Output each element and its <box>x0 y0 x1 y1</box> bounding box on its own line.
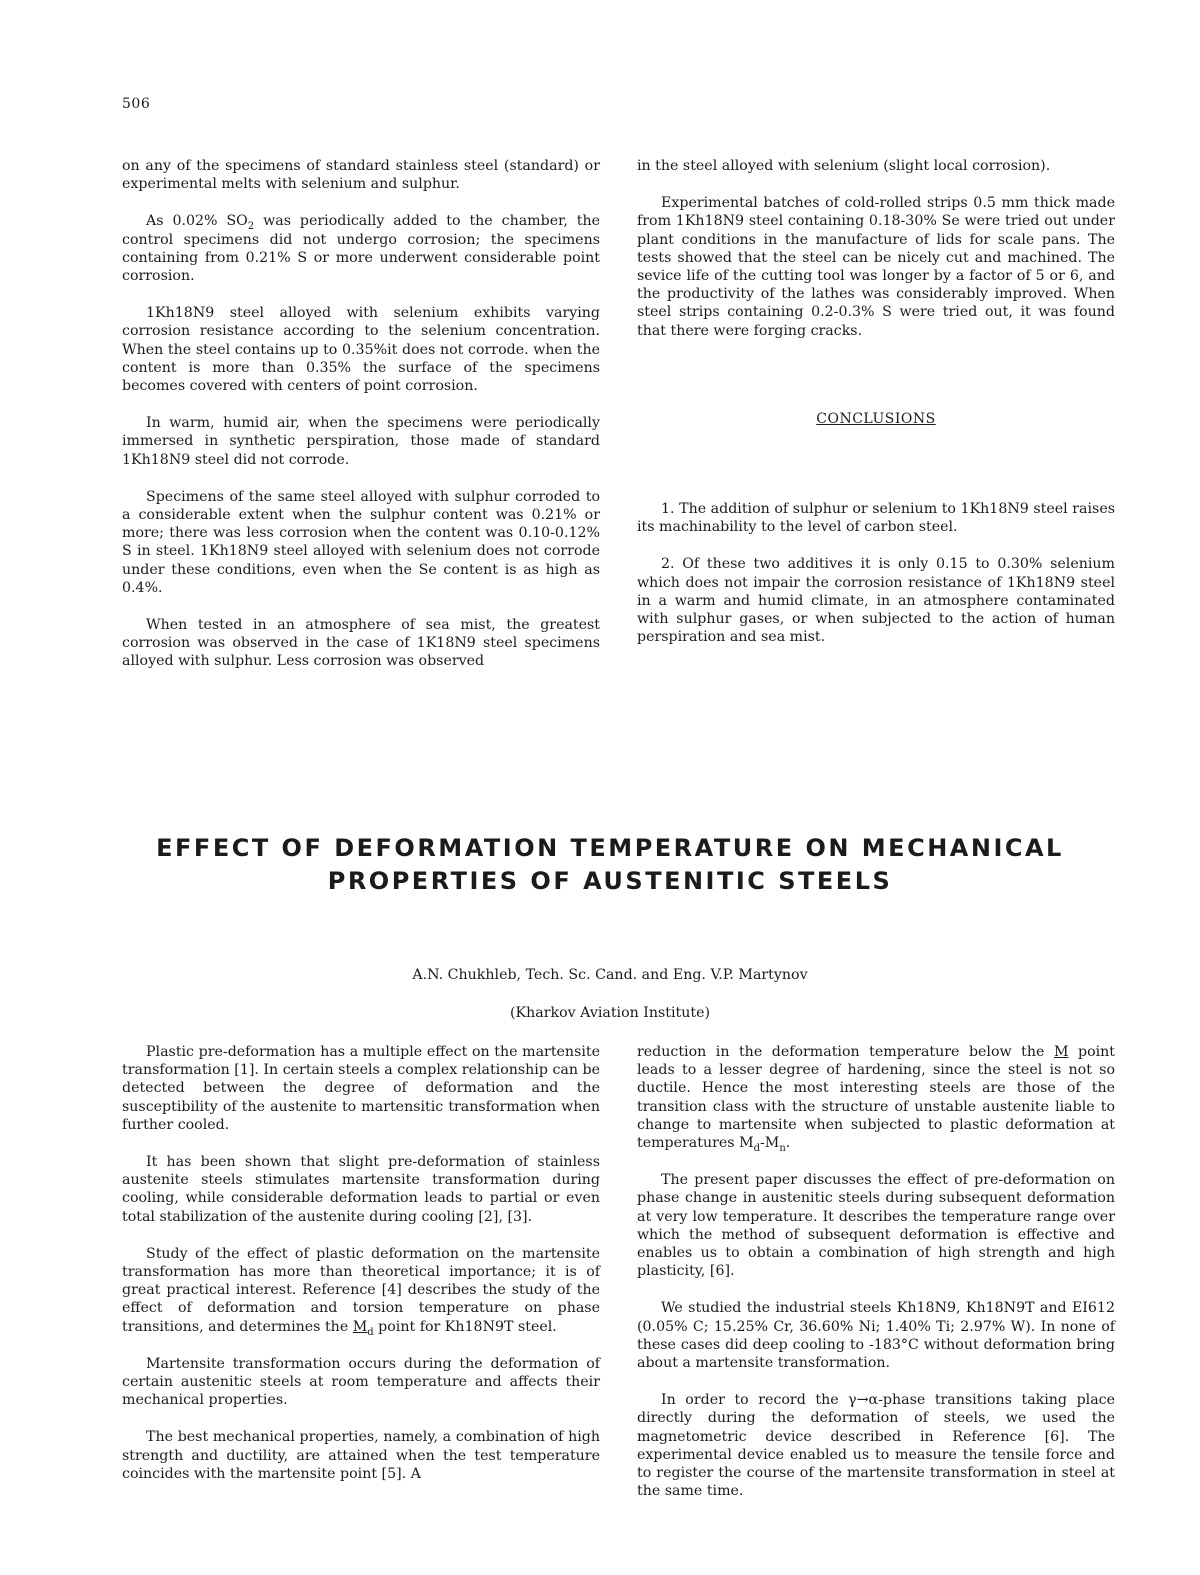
text-run: . <box>785 1135 791 1152</box>
top-left-column <box>122 157 600 690</box>
underlined-symbol: M <box>352 1318 368 1335</box>
paragraph: Plastic pre-deformation has a multiple effect on the martensite transformation [1]. In certain steels a complex relationship can be detected between the degree of deformation and the susceptibility of the austenite to martensitic transformation when further cooled. <box>122 1044 600 1133</box>
paragraph: Experimental batches of cold-rolled strips 0.5 mm thick made from 1Kh18N9 steel containing 0.18-30% Se were tried out under plant conditions in the manufacture of lids for scale pans. The tests showed that the steel can be nicely cut and machined. The sevice life of the cutting tool was longer by a factor of 5 or 6, and the productivity of the lathes was considerably improved. When steel strips containing 0.2-0.3% S were tried out, it was found that there were forging cracks. <box>637 195 1115 339</box>
top-right-column <box>637 157 1115 665</box>
conclusion-item: 1. The addition of sulphur or selenium to 1Kh18N9 steel raises its machinability to the level of carbon steel. <box>637 501 1115 536</box>
paragraph <box>122 1245 600 1336</box>
title-line: EFFECT OF DEFORMATION TEMPERATURE ON MECHANICAL <box>156 834 1064 862</box>
underlined-symbol: M <box>1053 1044 1069 1060</box>
paragraph: When tested in an atmosphere of sea mist, the greatest corrosion was observed in the case of 1K18N9 steel specimens alloyed with sulphur. Less corrosion was observed <box>122 617 600 670</box>
subscript: 2 <box>247 221 255 233</box>
text-run: reduction in the deformation temperature below the <box>637 1044 1054 1060</box>
paragraph: in the steel alloyed with selenium (slight local corrosion). <box>637 158 1051 174</box>
conclusions-heading: CONCLUSIONS <box>816 410 936 427</box>
affiliation: (Kharkov Aviation Institute) <box>509 1005 711 1021</box>
paragraph: We studied the industrial steels Kh18N9, Kh18N9T and EI612 (0.05% C; 15.25% Cr, 36.60% Ni; 1.40% Ti; 2.97% W). In none of these cases did deep cooling to -183°C without deformation bring about a martensite transformation. <box>637 1300 1115 1372</box>
subscript: n <box>779 1142 786 1154</box>
paragraph: It has been shown that slight pre-deformation of stainless austenite steels stimulates martensite transformation during cooling, while considerable deformation leads to partial or even total stabilization of the austenite during cooling [2], [3]. <box>122 1154 600 1225</box>
bottom-right-column <box>637 1043 1115 1519</box>
subscript: d <box>367 1326 374 1338</box>
article-title <box>100 832 1120 898</box>
paragraph: In order to record the γ→α-phase transitions taking place directly during the deformation of steels, we used the magnetometric device described in Reference [6]. The experimental device enabled us to measure the tensile force and to register the course of the martensite transformation in steel at the same time. <box>637 1392 1115 1500</box>
paragraph: In warm, humid air, when the specimens were periodically immersed in synthetic perspiration, those made of standard 1Kh18N9 steel did not corrode. <box>122 415 600 468</box>
text-run: As 0.02% SO <box>146 213 248 230</box>
paragraph: Specimens of the same steel alloyed with sulphur corroded to a considerable extent when the sulphur content was 0.21% or more; there was less corrosion when the content was 0.10-0.12% S in steel. 1Kh18N9 steel alloyed with selenium does not corrode under these conditions, even when the Se content is as high as 0.4%. <box>122 488 600 596</box>
conclusion-item: 2. Of these two additives it is only 0.15 to 0.30% selenium which does not impair the corrosion resistance of 1Kh18N9 steel in a warm and humid climate, in an atmosphere contaminated with sulphur gases, or when subjected to the action of human perspiration and sea mist. <box>637 556 1115 646</box>
paragraph: on any of the specimens of standard stainless steel (standard) or experimental melts with selenium and sulphur. <box>122 158 600 193</box>
paragraph <box>637 1043 1115 1152</box>
subscript: d <box>753 1142 761 1154</box>
bottom-left-column <box>122 1043 600 1502</box>
text-run: Study of the effect of plastic deformation on the martensite transformation has more than theoretical importance; it is of great practical interest. Reference [4] describes the study of the effect of deformation and torsion temperature on phase transitions, and determines the <box>122 1245 600 1335</box>
paragraph: The present paper discusses the effect of pre-deformation on phase change in austenitic steels during subsequent deformation at very low temperature. It describes the temperature range over which the method of subsequent deformation is effective and enables us to obtain a combination of high strength and high plasticity, [6]. <box>637 1172 1115 1280</box>
title-line: PROPERTIES OF AUSTENITIC STEELS <box>327 867 893 895</box>
text-run: -M <box>760 1135 780 1152</box>
paragraph: 1Kh18N9 steel alloyed with selenium exhibits varying corrosion resistance according to the selenium concentration. When the steel contains up to 0.35%it does not corrode. when the content is more than 0.35% the surface of the specimens becomes covered with centers of point corrosion. <box>122 305 600 395</box>
text-run: point leads to a lesser degree of hardening, since the steel is not so ductile. Hence the most interesting steels are those of the transition class with the structure of unstable austenite liable to change to martensite when subjected to plastic deformation at temperatures M <box>637 1044 1116 1152</box>
authors: A.N. Chukhleb, Tech. Sc. Cand. and Eng. V.P. Martynov <box>412 967 808 983</box>
page-number: 506 <box>122 96 151 112</box>
paragraph: Martensite transformation occurs during the deformation of certain austenitic steels at room temperature and affects their mechanical properties. <box>122 1355 600 1409</box>
text-run: point for Kh18N9T steel. <box>373 1318 557 1335</box>
text-run: was periodically added to the chamber, the control specimens did not undergo corrosion; the specimens containing from 0.21% S or more underwent considerable point corrosion. <box>122 213 600 285</box>
paragraph <box>122 212 600 285</box>
paragraph: The best mechanical properties, namely, a combination of high strength and ductility, are attained when the test temperature coincides with the martensite point [5]. A <box>122 1429 600 1482</box>
